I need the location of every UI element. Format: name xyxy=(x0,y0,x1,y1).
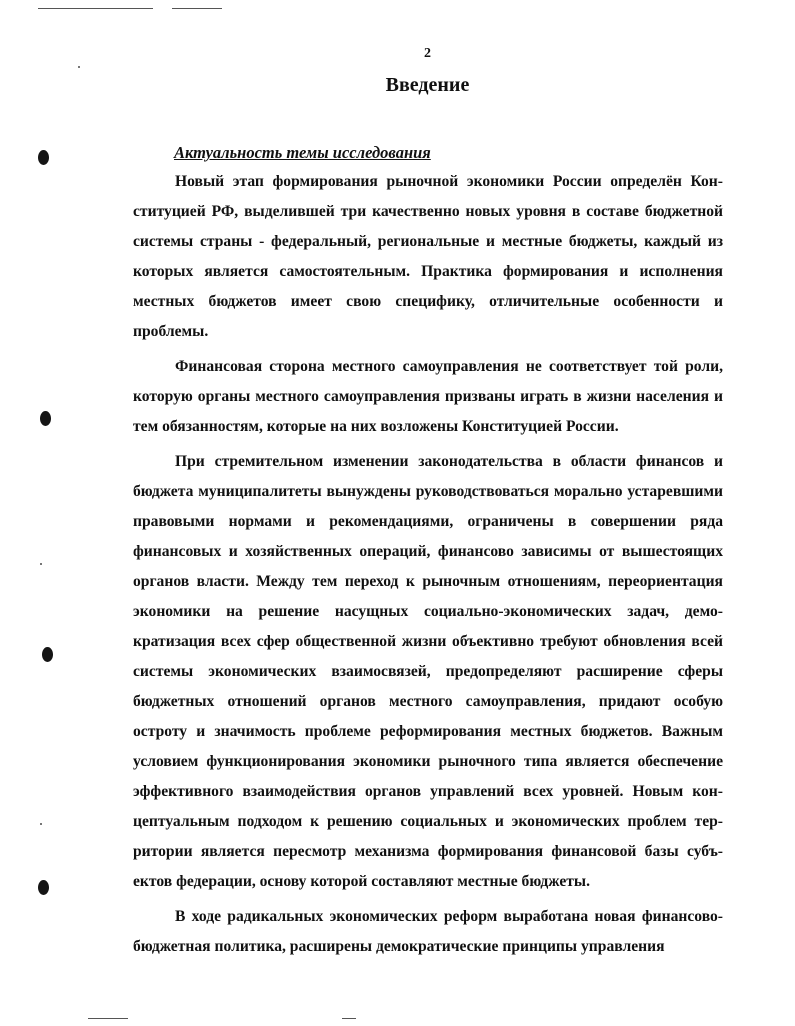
punch-hole-mark xyxy=(38,150,49,165)
paragraph: При стремительном изменении законодательства в области финансов и бюджета муниципалитеты вынуждены руководствоваться морально устаревшими правовыми нормами и рекомендациями, ограничены в совершении ряда финансовых и хозяйственных операций, финансово зависимы от вышестоящих органов власти. Между тем переход к рыночным отношениям, переориентация экономики на решение насущных социально-экономических задач, демократизация всех сфер общественной жизни объективно требуют обновления всей системы экономических взаимосвязей, предопределяют расширение сферы бюджетных отношений органов местного самоуправления, придают особую остроту и значимость проблеме реформирования местных бюджетов. Важным условием функционирования экономики рыночного типа является обеспечение эффективного взаимодействия органов управлений всех уровней. Новым концептуальным подходом к решению социальных и экономических проблем территории является пересмотр механизма формирования финансовой базы субъектов федерации, основу которой составляют местные бюджеты. xyxy=(133,453,723,890)
body-text xyxy=(133,167,723,967)
scan-edge-line xyxy=(342,1018,356,1019)
punch-hole-mark xyxy=(38,880,49,895)
scan-edge-line xyxy=(38,8,153,9)
punch-hole-mark xyxy=(40,411,51,426)
page-title: Введение xyxy=(385,74,470,96)
section-heading: Актуальность темы исследования xyxy=(174,143,431,162)
scan-speck xyxy=(78,66,80,68)
scan-edge-line xyxy=(88,1018,128,1019)
scan-speck xyxy=(40,823,42,825)
page-number: 2 xyxy=(424,46,431,61)
paragraph: Новый этап формирования рыночной экономики России определён Конституцией РФ, выделившей три качественно новых уровня в составе бюджетной системы страны - федеральный, региональные и местные бюджеты, каждый из которых является самостоятельным. Практика формирования и исполнения местных бюджетов имеет свою специфику, отличительные особенности и проблемы. xyxy=(133,173,723,340)
paragraph: Финансовая сторона местного самоуправления не соответствует той роли, которую органы местного самоуправления призваны играть в жизни населения и тем обязанностям, которые на них возложены Конституцией России. xyxy=(133,358,723,435)
scan-edge-line xyxy=(172,8,222,9)
scan-speck xyxy=(40,563,42,565)
paragraph: В ходе радикальных экономических реформ выработана новая финансово-бюджетная политика, расширены демократические принципы управления xyxy=(133,908,723,955)
punch-hole-mark xyxy=(42,647,53,662)
